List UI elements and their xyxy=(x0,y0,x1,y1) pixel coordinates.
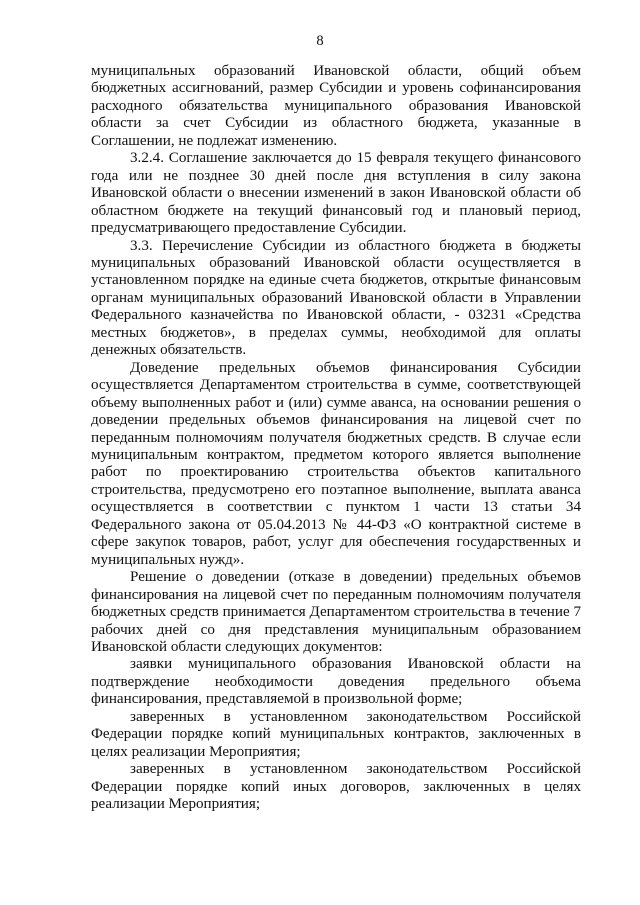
page-number: 8 xyxy=(316,33,324,49)
paragraph: 3.2.4. Соглашение заключается до 15 февраля текущего финансового года или не позднее 30 дней после дня вступления в силу закона Ивановской области о внесении изменений в закон Ивановской области об областном бюджете на текущий финансовый год и плановый период, предусматривающего предоставление Субсидии. xyxy=(91,150,581,237)
paragraph: Решение о доведении (отказе в доведении) предельных объемов финансирования на лицевой счет по переданным полномочиям получателя бюджетных средств принимается Департаментом строительства в течение 7 рабочих дней со дня представления муниципальным образованием Ивановской области следующих документов: xyxy=(91,569,581,655)
paragraph: заверенных в установленном законодательством Российской Федерации порядке копий иных договоров, заключенных в целях реализации Мероприятия; xyxy=(91,761,581,813)
paragraph: 3.3. Перечисление Субсидии из областного бюджета в бюджеты муниципальных образований Ивановской области осуществляется в установленном порядке на единые счета бюджетов, открытые финансовым органам муниципальных образований Ивановской области в Управлении Федерального казначейства по Ивановской области, - 03231 «Средства местных бюджетов», в пределах суммы, необходимой для оплаты денежных обязательств. xyxy=(91,237,581,359)
paragraph: заверенных в установленном законодательством Российской Федерации порядке копий муниципальных контрактов, заключенных в целях реализации Мероприятия; xyxy=(91,708,581,760)
paragraph: муниципальных образований Ивановской области, общий объем бюджетных ассигнований, размер Субсидии и уровень софинансирования расходного обязательства муниципального образования Ивановской области за счет Субсидии из областного бюджета, указанные в Соглашении, не подлежат изменению. xyxy=(91,63,581,149)
document-body xyxy=(91,63,581,813)
paragraph: заявки муниципального образования Ивановской области на подтверждение необходимости доведения предельного объема финансирования, представляемой в произвольной форме; xyxy=(91,656,581,708)
paragraph: Доведение предельных объемов финансирования Субсидии осуществляется Департаментом строительства в сумме, соответствующей объему выполненных работ и (или) сумме аванса, на основании решения о доведении предельных объемов финансирования на лицевой счет по переданным полномочиям получателя бюджетных средств. В случае если муниципальным контрактом, предметом которого является выполнение работ по проектированию строительства объектов капитального строительства, предусмотрено его поэтапное выполнение, выплата аванса осуществляется в соответствии с пунктом 1 части 13 статьи 34 Федерального закона от 05.04.2013 № 44-ФЗ «О контрактной системе в сфере закупок товаров, работ, услуг для обеспечения государственных и муниципальных нужд». xyxy=(91,359,581,568)
